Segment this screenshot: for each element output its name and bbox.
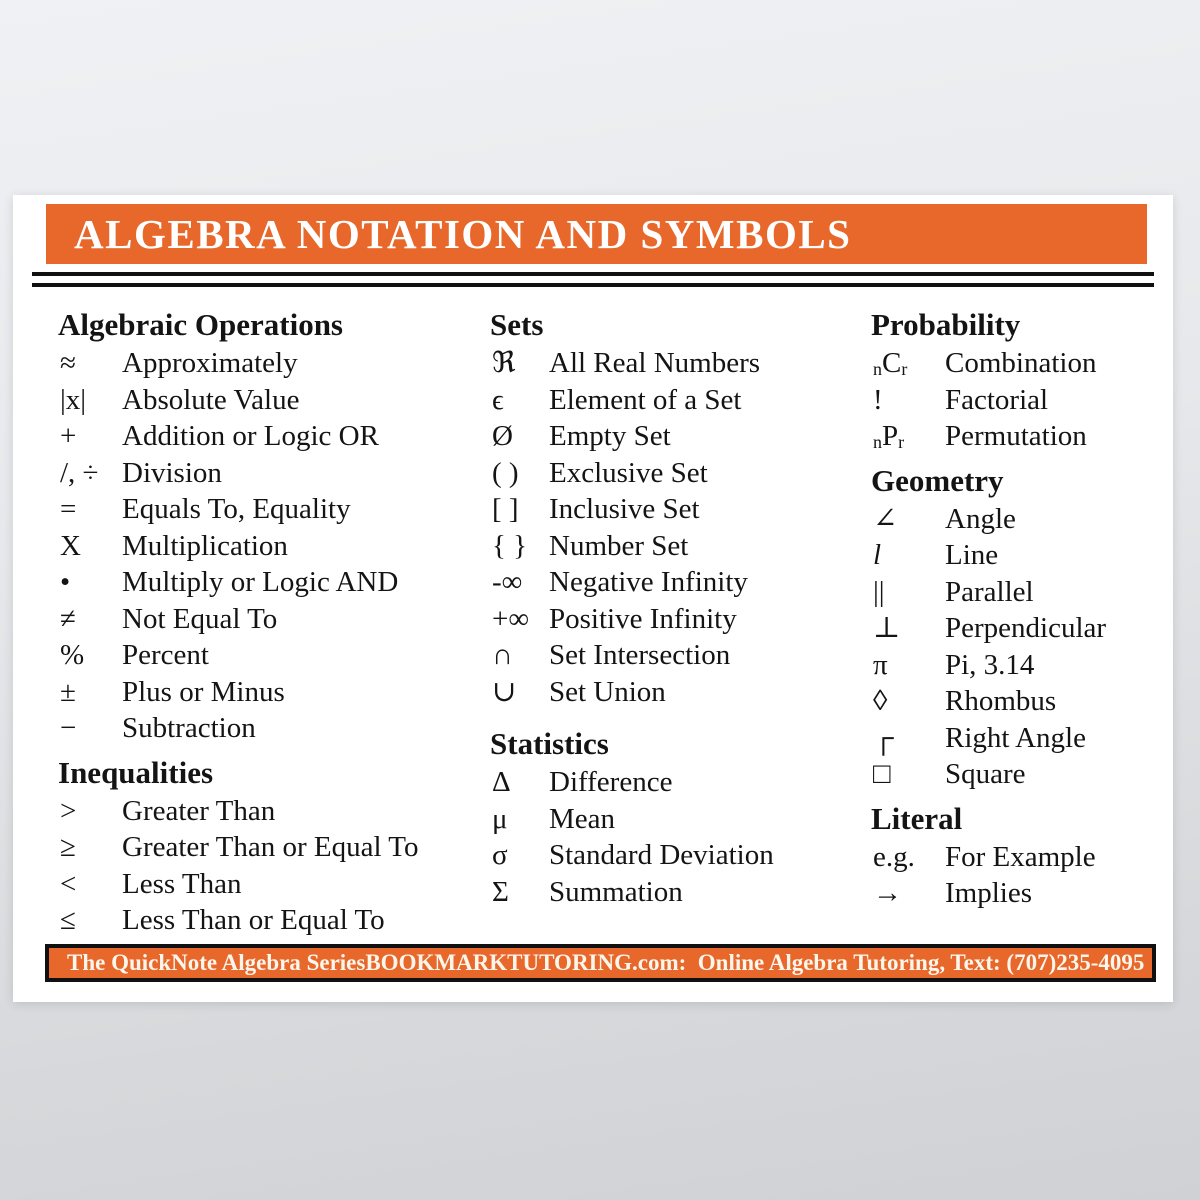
symbol-row [58,455,490,492]
symbol-row [490,382,868,419]
symbol-row [490,874,868,911]
symbol-label: Parallel [945,575,1034,608]
symbol-row [490,837,868,874]
symbol-row [58,491,490,528]
footer-contact-label: BOOKMARKTUTORING.com: Online Algebra Tutoring, Text: (707)235-4095 [365,950,1145,975]
symbol-label: Multiplication [122,529,288,562]
math-symbol: • [60,566,71,598]
symbol-row [490,455,868,492]
symbol-row [58,829,490,866]
symbol-row [871,418,1171,455]
symbol-label: Positive Infinity [549,602,737,635]
section-heading: Probability [871,307,1021,342]
symbol-label: Mean [549,802,616,835]
symbol-row [490,801,868,838]
symbol-section [490,724,868,910]
math-symbol: ℜ [492,347,516,379]
math-symbol: − [60,712,77,744]
symbol-section [490,305,868,710]
math-symbol: □ [873,758,891,790]
symbol-label: Standard Deviation [549,839,774,871]
symbol-row [871,501,1171,538]
section-heading: Statistics [490,726,609,761]
symbol-label: Combination [945,347,1097,379]
math-symbol: ≈ [60,347,76,379]
math-symbol: Δ [492,766,511,798]
column-left [58,305,490,939]
symbol-row [58,793,490,830]
symbol-label: Greater Than [122,794,276,827]
math-symbol: $_nP_r$ [873,420,905,453]
math-symbol: ± [60,675,76,708]
symbol-label: Permutation [945,420,1087,452]
symbol-section [58,753,490,939]
column-right [871,305,1171,912]
symbol-label: Less Than [122,867,242,900]
symbol-label: Negative Infinity [549,566,748,598]
symbol-label: Line [945,539,999,571]
math-symbol: ┌ [873,721,894,754]
symbol-row [490,491,868,528]
horizontal-rule-top [32,272,1154,276]
symbol-label: Set Intersection [549,639,731,671]
symbol-label: Less Than or Equal To [122,904,385,936]
symbol-label: Absolute Value [122,383,300,416]
math-symbol: |x| [60,383,87,416]
symbol-label: Not Equal To [122,602,278,635]
symbol-label: All Real Numbers [549,347,761,379]
math-symbol: → [873,877,902,909]
math-symbol: ≠ [60,602,76,635]
symbol-label: Equals To, Equality [122,493,351,525]
symbol-label: Subtraction [122,712,256,744]
math-symbol: + [60,420,77,452]
symbol-row [58,528,490,565]
math-symbol: [ ] [492,493,519,525]
symbol-label: Square [945,758,1026,790]
math-symbol: /, ÷ [60,456,99,489]
math-symbol: π [873,648,888,681]
symbol-row [58,345,490,382]
symbol-label: Multiply or Logic AND [122,566,399,598]
math-symbol: -∞ [492,566,523,598]
symbol-label: Pi, 3.14 [945,648,1035,681]
symbol-section [871,799,1171,912]
symbol-label: Element of a Set [549,383,742,416]
symbol-row [871,720,1171,757]
symbol-row [871,610,1171,647]
symbol-row [58,382,490,419]
math-symbol: Σ [492,875,509,908]
section-heading: Geometry [871,462,1004,498]
symbol-label: Addition or Logic OR [122,420,379,452]
footer-series-label: The QuickNote Algebra Series [67,950,366,975]
math-symbol: ϵ [492,383,504,416]
symbol-label: Set Union [549,675,666,708]
symbol-row [58,674,490,711]
math-symbol: +∞ [492,602,530,635]
symbol-row [490,564,868,601]
math-symbol: { } [492,529,528,562]
section-heading: Inequalities [58,754,214,790]
symbol-row [490,601,868,638]
section-heading: Literal [871,800,963,836]
symbol-label: Exclusive Set [549,456,708,489]
symbol-row [58,601,490,638]
math-symbol: > [60,794,77,827]
symbol-label: Angle [945,502,1016,535]
symbol-row [871,574,1171,611]
column-middle [490,305,868,910]
poster-title: ALGEBRA NOTATION AND SYMBOLS [74,211,852,257]
symbol-row [490,637,868,674]
symbol-section [58,305,490,747]
horizontal-rule-bottom [32,283,1154,287]
symbol-row [871,382,1171,419]
symbol-row [58,902,490,939]
symbol-label: Summation [549,875,683,908]
symbol-label: Division [122,456,222,489]
symbol-row [871,875,1171,912]
symbol-row [871,345,1171,382]
symbol-label: Percent [122,639,209,671]
symbol-row [58,710,490,747]
symbol-section [871,461,1171,793]
symbol-row [871,683,1171,720]
math-symbol: X [60,529,81,562]
math-symbol: μ [492,802,508,835]
section-heading: Sets [490,307,544,342]
math-symbol: < [60,867,77,900]
math-symbol: ! [873,383,883,416]
math-symbol: l [873,539,882,571]
math-symbol: ∠ [873,502,898,535]
symbol-row [871,647,1171,684]
symbol-label: Difference [549,766,673,798]
symbol-label: Approximately [122,347,298,379]
symbol-row [490,418,868,455]
symbol-label: Implies [945,877,1032,909]
symbol-label: Greater Than or Equal To [122,831,419,863]
math-symbol: = [60,493,77,525]
symbol-label: Rhombus [945,685,1057,717]
symbol-section [871,305,1171,455]
symbol-row [490,674,868,711]
title-banner [46,204,1147,264]
symbol-row [871,839,1171,876]
symbol-label: For Example [945,840,1096,873]
symbol-row [58,866,490,903]
symbol-label: Number Set [549,529,689,562]
symbol-row [490,764,868,801]
symbol-row [58,564,490,601]
math-symbol: || [873,575,885,608]
math-symbol: % [60,639,85,671]
symbol-label: Perpendicular [945,612,1107,644]
symbol-row [871,756,1171,793]
symbol-label: Factorial [945,383,1049,416]
math-symbol: e.g. [873,840,915,873]
math-symbol: ≤ [60,904,76,936]
symbol-label: Right Angle [945,721,1086,754]
symbol-row [871,537,1171,574]
section-heading: Algebraic Operations [58,307,343,342]
symbol-row [58,418,490,455]
math-symbol: ≥ [60,831,76,863]
math-symbol: ∩ [492,639,513,671]
symbol-label: Inclusive Set [549,493,700,525]
symbol-row [490,528,868,565]
math-symbol: σ [492,839,508,871]
symbol-row [58,637,490,674]
math-symbol: $_nC_r$ [873,347,908,380]
math-symbol: ⊥ [873,612,901,644]
math-symbol: ( ) [492,456,519,489]
symbol-row [490,345,868,382]
symbol-label: Empty Set [549,420,671,452]
math-symbol: ◊ [873,685,888,717]
math-symbol: ∪ [492,675,517,708]
poster [13,195,1173,1002]
footer-banner [45,944,1156,982]
math-symbol: Ø [492,420,513,452]
symbol-label: Plus or Minus [122,675,285,708]
